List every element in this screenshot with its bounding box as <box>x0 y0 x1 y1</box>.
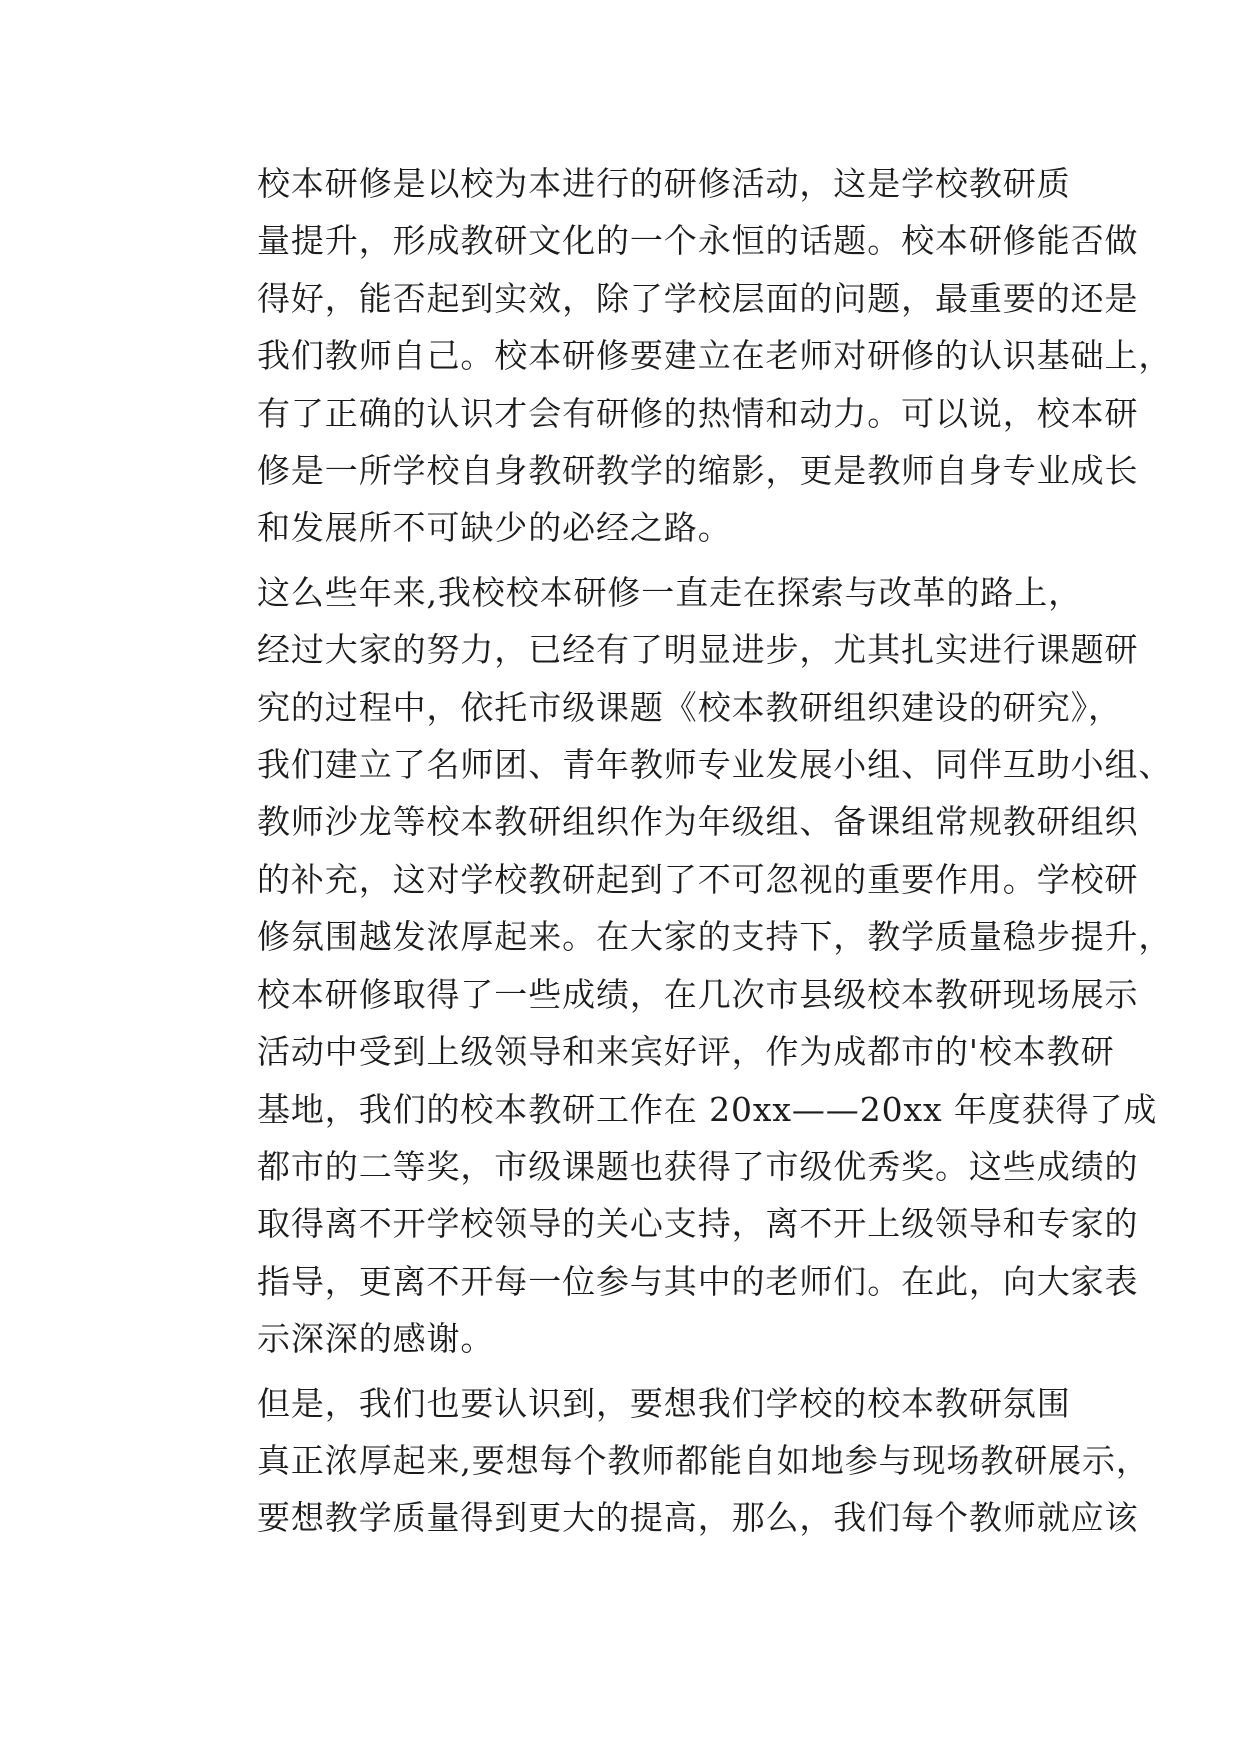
text-line: 的补充，这对学校教研起到了不可忽视的重要作用。学校研 <box>257 859 1139 899</box>
text-line: 基地，我们的校本教研工作在 20xx——20xx 年度获得了成 <box>257 1089 1158 1129</box>
text-line: 量提升，形成教研文化的一个永恒的话题。校本研修能否做 <box>257 221 1139 261</box>
text-line: 真正浓厚起来,要想每个教师都能自如地参与现场教研展示， <box>257 1440 1150 1480</box>
paragraph-2 <box>191 564 1173 1368</box>
text-line: 但是，我们也要认识到，要想我们学校的校本教研氛围 <box>257 1383 1071 1423</box>
text-line: 修是一所学校自身教研教学的缩影，更是教师自身专业成长 <box>257 451 1139 491</box>
paragraph-1 <box>191 155 1173 557</box>
text-line: 都市的二等奖，市级课题也获得了市级优秀奖。这些成绩的 <box>257 1146 1139 1186</box>
text-line: 我们教师自己。校本研修要建立在老师对研修的认识基础上， <box>257 336 1173 376</box>
text-line: 我们建立了名师团、青年教师专业发展小组、同伴互助小组、 <box>257 745 1173 785</box>
text-line: 校本研修是以校为本进行的研修活动，这是学校教研质 <box>257 164 1071 203</box>
text-line: 示深深的感谢。 <box>257 1319 495 1359</box>
text-line: 这么些年来,我校校本研修一直走在探索与改革的路上， <box>257 572 1082 612</box>
text-line: 经过大家的努力，已经有了明显进步，尤其扎实进行课题研 <box>257 630 1139 670</box>
text-line: 得好，能否起到实效，除了学校层面的问题，最重要的还是 <box>257 278 1139 318</box>
paragraph-3 <box>191 1375 1150 1547</box>
text-line: 和发展所不可缺少的必经之路。 <box>257 508 732 548</box>
text-line: 究的过程中，依托市级课题《校本教研组织建设的研究》， <box>257 687 1122 727</box>
text-line: 活动中受到上级领导和来宾好评，作为成都市的'校本教研 <box>257 1032 1115 1072</box>
text-line: 修氛围越发浓厚起来。在大家的支持下，教学质量稳步提升， <box>257 917 1173 957</box>
text-line: 校本研修取得了一些成绩，在几次市县级校本教研现场展示 <box>257 974 1139 1014</box>
text-line: 教师沙龙等校本教研组织作为年级组、备课组常规教研组织 <box>257 802 1139 842</box>
text-line: 有了正确的认识才会有研修的热情和动力。可以说，校本研 <box>257 393 1139 433</box>
text-line: 取得离不开学校领导的关心支持，离不开上级领导和专家的 <box>257 1204 1139 1244</box>
text-line: 指导，更离不开每一位参与其中的老师们。在此，向大家表 <box>257 1261 1139 1301</box>
text-line: 要想教学质量得到更大的提高，那么，我们每个教师就应该 <box>257 1498 1139 1538</box>
body-text <box>191 155 1173 1554</box>
